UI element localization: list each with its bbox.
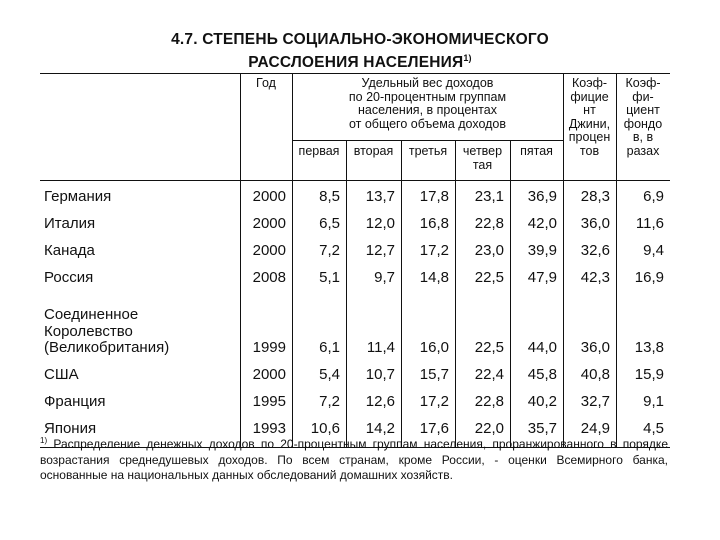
row-country bbox=[44, 394, 236, 411]
row-country bbox=[44, 189, 236, 206]
header-gini bbox=[563, 77, 616, 158]
header-group-line: четвер bbox=[462, 144, 503, 158]
row-country bbox=[44, 243, 236, 260]
row-group-value: 44,0 bbox=[527, 339, 557, 356]
header-gini-line: Джини, bbox=[568, 116, 611, 131]
column-rule bbox=[346, 140, 347, 447]
row-fund: 9,4 bbox=[643, 242, 664, 259]
row-group-value: 8,5 bbox=[319, 188, 340, 205]
header-fund-line: Коэф- bbox=[625, 76, 661, 90]
title-line-2 bbox=[0, 49, 720, 72]
header-group-5 bbox=[510, 145, 563, 159]
row-group-value: 14,2 bbox=[365, 420, 395, 437]
row-gini: 24,9 bbox=[580, 420, 610, 437]
title-line-2-text: РАССЛОЕНИЯ НАСЕЛЕНИЯ bbox=[248, 54, 464, 72]
header-year bbox=[240, 77, 292, 91]
row-year: 2008 bbox=[252, 269, 286, 286]
row-gini: 36,0 bbox=[580, 215, 610, 232]
header-gini-line: фицие bbox=[570, 89, 609, 104]
column-rule bbox=[292, 73, 293, 447]
row-country-line: Италия bbox=[44, 215, 96, 232]
header-group-line: первая bbox=[298, 144, 340, 158]
footnote bbox=[40, 433, 668, 484]
row-country-line: Япония bbox=[44, 420, 97, 437]
page-title bbox=[0, 30, 720, 72]
row-group-value: 22,8 bbox=[474, 393, 504, 410]
row-group-value: 10,6 bbox=[310, 420, 340, 437]
row-group-value: 40,2 bbox=[527, 393, 557, 410]
row-group-value: 6,5 bbox=[319, 215, 340, 232]
row-year: 2000 bbox=[252, 366, 286, 383]
row-group-value: 39,9 bbox=[527, 242, 557, 259]
row-group-value: 12,0 bbox=[365, 215, 395, 232]
footnote-mark: 1) bbox=[40, 436, 48, 445]
row-year: 2000 bbox=[252, 188, 286, 205]
row-group-value: 42,0 bbox=[527, 215, 557, 232]
row-country-line: (Великобритания) bbox=[44, 339, 170, 356]
row-country bbox=[44, 307, 236, 357]
row-gini: 36,0 bbox=[580, 339, 610, 356]
column-rule bbox=[401, 140, 402, 447]
row-country-line: Канада bbox=[44, 242, 95, 259]
row-gini: 32,6 bbox=[580, 242, 610, 259]
row-fund: 11,6 bbox=[635, 215, 664, 232]
column-rule bbox=[563, 73, 564, 447]
header-gini-line: нт bbox=[583, 103, 596, 117]
column-rule bbox=[455, 140, 456, 447]
header-share bbox=[292, 77, 563, 131]
row-group-value: 35,7 bbox=[527, 420, 557, 437]
footnote-text: Распределение денежных доходов по 20-процентным группам населения, проранжированного в порядке возрастания среднедушевых доходов. По всем странам, кроме России, - оценки Всемирного банка, основанные на национальных данных обследований домашних хозяйств. bbox=[40, 437, 668, 482]
table-top-rule bbox=[40, 73, 670, 74]
row-country-line: Соединенное bbox=[44, 306, 139, 323]
title-footnote-mark: 1) bbox=[463, 53, 472, 63]
row-country bbox=[44, 216, 236, 233]
title-line-1: 4.7. СТЕПЕНЬ СОЦИАЛЬНО-ЭКОНОМИЧЕСКОГО bbox=[171, 31, 549, 48]
row-group-value: 16,0 bbox=[419, 339, 449, 356]
row-year: 1993 bbox=[252, 420, 286, 437]
row-country-line: Королевство bbox=[44, 322, 133, 340]
row-fund: 15,9 bbox=[634, 366, 664, 383]
row-group-value: 22,5 bbox=[474, 339, 504, 356]
header-share-line: по 20-процентным группам bbox=[348, 89, 507, 104]
header-fund-line: фондо bbox=[623, 116, 663, 131]
row-group-value: 22,0 bbox=[474, 420, 504, 437]
row-country bbox=[44, 270, 236, 287]
header-share-line: населения, в процентах bbox=[358, 103, 497, 117]
row-country-line: Германия bbox=[44, 188, 112, 205]
header-share-line: от общего объема доходов bbox=[348, 116, 507, 131]
row-group-value: 15,7 bbox=[419, 366, 449, 383]
row-group-value: 23,0 bbox=[474, 242, 504, 259]
row-group-value: 11,4 bbox=[366, 339, 395, 356]
row-gini: 28,3 bbox=[580, 188, 610, 205]
header-group-4 bbox=[455, 145, 510, 172]
row-group-value: 23,1 bbox=[474, 188, 504, 205]
row-group-value: 12,7 bbox=[365, 242, 395, 259]
row-group-value: 7,2 bbox=[319, 393, 340, 410]
row-group-value: 10,7 bbox=[365, 366, 395, 383]
row-group-value: 47,9 bbox=[527, 269, 557, 286]
row-country-line: Франция bbox=[44, 393, 106, 410]
header-group-3 bbox=[401, 145, 455, 159]
header-fund-line: в, в bbox=[632, 130, 654, 144]
row-country-line: США bbox=[44, 366, 79, 383]
header-gini-line: тов bbox=[579, 143, 600, 158]
header-fund-line: циент bbox=[626, 103, 660, 117]
row-year: 2000 bbox=[252, 215, 286, 232]
row-group-value: 5,4 bbox=[319, 366, 340, 383]
header-group-line: тая bbox=[472, 157, 493, 172]
row-group-value: 9,7 bbox=[374, 269, 395, 286]
row-year: 2000 bbox=[252, 242, 286, 259]
row-fund: 13,8 bbox=[634, 339, 664, 356]
row-fund: 4,5 bbox=[643, 420, 664, 437]
row-group-value: 45,8 bbox=[527, 366, 557, 383]
row-group-value: 14,8 bbox=[419, 269, 449, 286]
header-group-line: вторая bbox=[353, 144, 394, 158]
row-country bbox=[44, 367, 236, 384]
row-group-value: 17,6 bbox=[419, 420, 449, 437]
header-fund bbox=[616, 77, 670, 158]
row-group-value: 22,4 bbox=[474, 366, 504, 383]
row-group-value: 17,2 bbox=[419, 393, 449, 410]
column-rule bbox=[616, 73, 617, 447]
row-group-value: 7,2 bbox=[319, 242, 340, 259]
row-year: 1999 bbox=[252, 339, 286, 356]
row-fund: 9,1 bbox=[643, 393, 664, 410]
header-fund-line: разах bbox=[626, 143, 660, 158]
row-gini: 42,3 bbox=[580, 269, 610, 286]
row-group-value: 22,8 bbox=[474, 215, 504, 232]
row-country-line: Россия bbox=[44, 269, 94, 286]
row-group-value: 17,8 bbox=[419, 188, 449, 205]
column-rule bbox=[510, 140, 511, 447]
header-group-2 bbox=[346, 145, 401, 159]
header-group-line: пятая bbox=[520, 144, 553, 158]
column-rule bbox=[240, 73, 241, 447]
share-subheader-rule bbox=[292, 140, 563, 141]
row-group-value: 12,6 bbox=[365, 393, 395, 410]
header-fund-line: фи- bbox=[632, 89, 654, 104]
header-gini-line: процен bbox=[568, 130, 611, 144]
row-year: 1995 bbox=[252, 393, 286, 410]
header-group-1 bbox=[292, 145, 346, 159]
header-bottom-rule bbox=[40, 180, 670, 181]
header-group-line: третья bbox=[408, 144, 448, 158]
row-group-value: 17,2 bbox=[419, 242, 449, 259]
row-fund: 16,9 bbox=[634, 269, 664, 286]
row-group-value: 22,5 bbox=[474, 269, 504, 286]
row-group-value: 16,8 bbox=[419, 215, 449, 232]
row-gini: 32,7 bbox=[580, 393, 610, 410]
header-year-text: Год bbox=[256, 76, 276, 90]
row-fund: 6,9 bbox=[643, 188, 664, 205]
row-gini: 40,8 bbox=[580, 366, 610, 383]
header-gini-line: Коэф- bbox=[571, 76, 608, 90]
row-group-value: 36,9 bbox=[527, 188, 557, 205]
header-share-line: Удельный вес доходов bbox=[361, 76, 494, 90]
row-group-value: 5,1 bbox=[319, 269, 340, 286]
row-group-value: 6,1 bbox=[319, 339, 340, 356]
row-group-value: 13,7 bbox=[365, 188, 395, 205]
